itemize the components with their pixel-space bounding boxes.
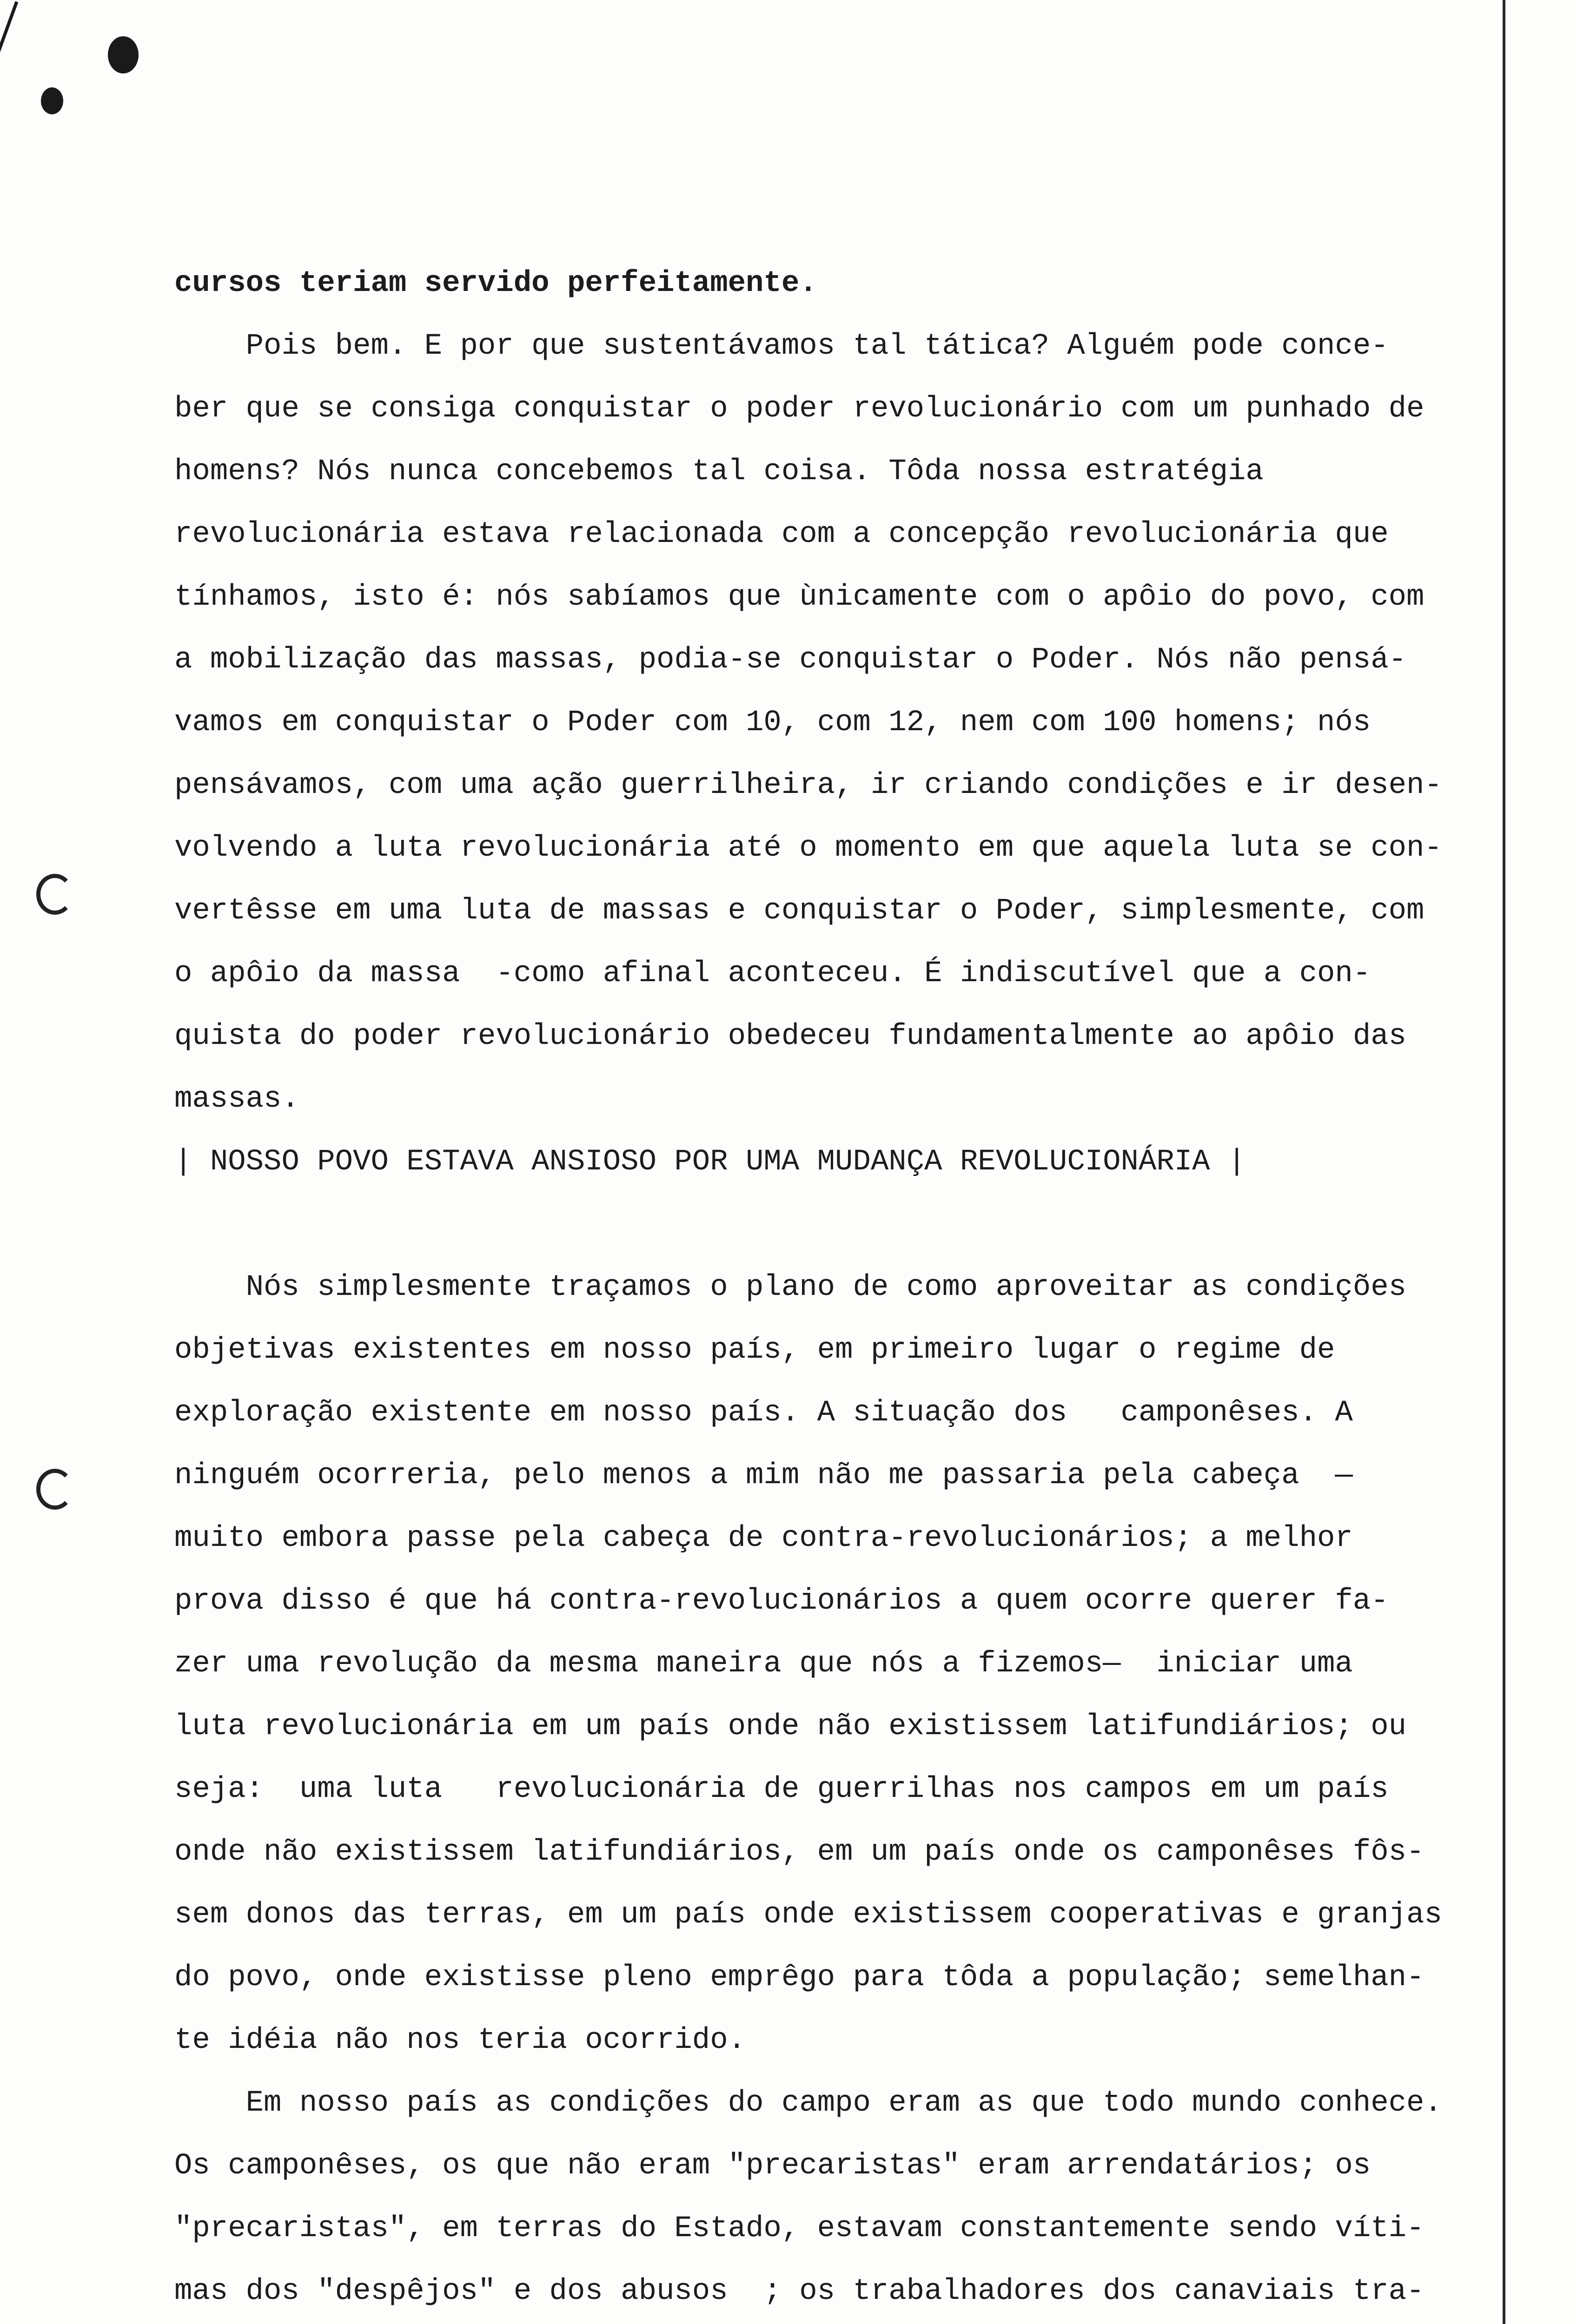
text-line: te idéia não nos teria ocorrido. xyxy=(174,2024,746,2057)
text-line: sem donos das terras, em um país onde existissem cooperativas e granjas xyxy=(174,1898,1442,1932)
text-line: homens? Nós nunca concebemos tal coisa. Tôda nossa estratégia xyxy=(174,455,1264,489)
text-line: zer uma revolução da mesma maneira que nós a fizemos— iniciar uma xyxy=(174,1647,1353,1681)
text-line: Em nosso país as condições do campo eram as que todo mundo conhece. xyxy=(174,2086,1442,2120)
text-line: tínhamos, isto é: nós sabíamos que ùnicamente com o apôio do povo, com xyxy=(174,581,1425,614)
text-line: Nós simplesmente traçamos o plano de como aproveitar as condições xyxy=(174,1271,1407,1304)
text-line: cursos teriam servido perfeitamente. xyxy=(174,267,817,300)
text-line: revolucionária estava relacionada com a concepção revolucionária que xyxy=(174,518,1389,551)
text-line: onde não existissem latifundiários, em um país onde os camponêses fôs- xyxy=(174,1835,1425,1869)
text-line: ber que se consiga conquistar o poder revolucionário com um punhado de xyxy=(174,392,1425,426)
text-line: a mobilização das massas, podia-se conquistar o Poder. Nós não pensá- xyxy=(174,643,1407,677)
ink-blot xyxy=(41,87,63,114)
text-line: do povo, onde existisse pleno emprêgo para tôda a população; semelhan- xyxy=(174,1961,1425,1994)
ink-mark xyxy=(0,1,18,54)
text-line: objetivas existentes em nosso país, em primeiro lugar o regime de xyxy=(174,1334,1335,1367)
text-line: mas dos "despêjos" e dos abusos ; os trabalhadores dos canaviais tra- xyxy=(174,2275,1425,2308)
text-line: vertêsse em uma luta de massas e conquistar o Poder, simplesmente, com xyxy=(174,894,1425,928)
punch-hole-mark xyxy=(36,874,73,915)
text-line: Os camponêses, os que não eram "precaristas" eram arrendatários; os xyxy=(174,2149,1371,2183)
text-line: exploração existente em nosso país. A situação dos camponêses. A xyxy=(174,1396,1353,1430)
text-line: luta revolucionária em um país onde não existissem latifundiários; ou xyxy=(174,1710,1407,1743)
text-line: o apôio da massa -como afinal aconteceu. É indiscutível que a con- xyxy=(174,957,1371,990)
text-line: Pois bem. E por que sustentávamos tal tática? Alguém pode conce- xyxy=(174,330,1389,363)
text-line: massas. xyxy=(174,1083,299,1116)
text-line: seja: uma luta revolucionária de guerrilhas nos campos em um país xyxy=(174,1773,1389,1806)
text-line: muito embora passe pela cabeça de contra-revolucionários; a melhor xyxy=(174,1522,1353,1555)
text-line: pensávamos, com uma ação guerrilheira, ir criando condições e ir desen- xyxy=(174,769,1442,802)
section-heading: | NOSSO POVO ESTAVA ANSIOSO POR UMA MUDANÇA REVOLUCIONÁRIA | xyxy=(174,1145,1246,1179)
text-line: prova disso é que há contra-revolucionários a quem ocorre querer fa- xyxy=(174,1585,1389,1618)
text-line: quista do poder revolucionário obedeceu fundamentalmente ao apôio das xyxy=(174,1020,1407,1053)
text-line: volvendo a luta revolucionária até o momento em que aquela luta se con- xyxy=(174,832,1442,865)
punch-hole-mark xyxy=(36,1469,73,1510)
text-line: vamos em conquistar o Poder com 10, com 12, nem com 100 homens; nós xyxy=(174,706,1371,739)
text-line: ninguém ocorreria, pelo menos a mim não me passaria pela cabeça — xyxy=(174,1459,1353,1492)
ink-blot xyxy=(108,36,139,73)
text-line: "precaristas", em terras do Estado, estavam constantemente sendo víti- xyxy=(174,2212,1425,2245)
